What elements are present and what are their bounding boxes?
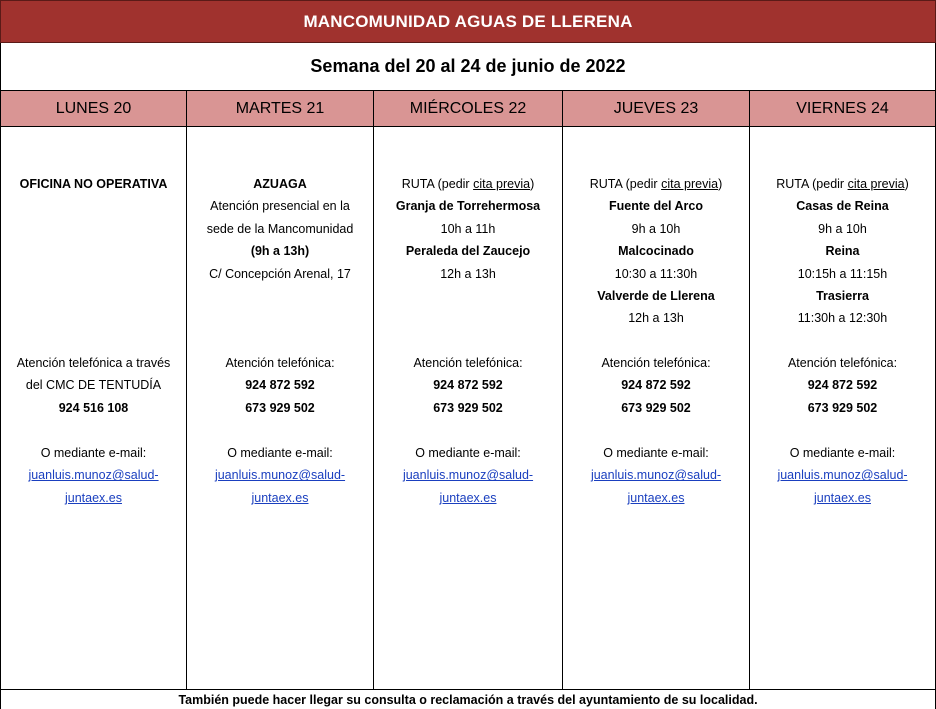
phone-info [187,352,373,419]
phone-info [750,352,935,419]
day-info [374,173,562,285]
email-link[interactable]: juanluis.munoz@salud- [28,468,159,483]
phone-label: Atención telefónica: [601,356,711,370]
route-prefix: RUTA (pedir [776,177,848,191]
day-column-martes [186,127,373,689]
mail-info [750,442,935,509]
location-name: Reina [825,244,860,259]
email-link-cont[interactable]: juntaex.es [251,490,309,505]
appointment-link[interactable]: cita previa [847,177,905,191]
mail-label: O mediante e-mail: [227,446,333,460]
route-line [563,173,749,195]
route-prefix: RUTA (pedir [401,177,474,191]
email-link-cont[interactable]: juntaex.es [439,490,497,505]
hours: 10:30 a 11:30h [614,266,698,281]
email-link[interactable]: juanluis.munoz@salud- [214,468,346,483]
location-name: Valverde de Llerena [597,289,715,304]
schedule-body [0,127,936,689]
address: C/ Concepción Arenal, 17 [209,266,351,281]
location-name: AZUAGA [253,177,307,191]
email-link-cont[interactable]: juntaex.es [814,490,871,505]
mail-info [374,442,562,509]
location-name: Trasierra [816,289,869,304]
location-name: Malcocinado [618,244,694,259]
info-line: Atención presencial en la [210,199,350,214]
phone-label-cont: del CMC DE TENTUDÍA [25,378,162,393]
day-column-lunes [0,127,186,689]
days-header [0,90,936,127]
office-status: OFICINA NO OPERATIVA [19,177,168,191]
appointment-link[interactable]: cita previa [661,177,719,191]
info-line: sede de la Mancomunidad [206,221,354,236]
email-link[interactable]: juanluis.munoz@salud- [590,468,722,483]
phone-label: Atención telefónica: [413,356,523,370]
phone-number: 673 929 502 [433,400,503,415]
phone-info [374,352,562,419]
mail-info [187,442,373,509]
mail-label: O mediante e-mail: [415,446,521,460]
mail-label: O mediante e-mail: [789,446,896,460]
phone-label: Atención telefónica: [225,356,335,370]
day-info [1,173,186,195]
phone-info [563,352,749,419]
route-suffix: ) [718,177,723,191]
location-name: Casas de Reina [796,199,889,214]
route-line [750,173,935,195]
hours: 10:15h a 11:15h [797,266,888,281]
phone-label: Atención telefónica a través [16,356,171,370]
hours: 11:30h a 12:30h [797,311,888,326]
phone-number: 924 872 592 [433,378,503,393]
phone-number: 924 516 108 [58,400,129,415]
appointment-link[interactable]: cita previa [473,177,531,191]
mail-info [563,442,749,509]
phone-label: Atención telefónica: [787,356,898,370]
email-link[interactable]: juanluis.munoz@salud- [402,468,534,483]
week-subtitle: Semana del 20 al 24 de junio de 2022 [0,43,936,90]
email-link-cont[interactable]: juntaex.es [627,490,685,505]
phone-number: 673 929 502 [245,400,315,415]
location-name: Fuente del Arco [609,199,703,214]
mail-info [1,442,186,509]
day-column-miercoles [373,127,562,689]
phone-number: 924 872 592 [621,378,691,393]
day-header-jueves: JUEVES 23 [562,91,749,126]
day-info [187,173,373,285]
footer-note: También puede hacer llegar su consulta o reclamación a través del ayuntamiento de su localidad. [0,689,936,709]
day-info [750,173,935,330]
hours: 9h a 10h [631,221,681,236]
mail-label: O mediante e-mail: [40,446,147,460]
day-info [563,173,749,330]
route-suffix: ) [530,177,535,191]
hours: (9h a 13h) [250,244,310,259]
day-header-martes: MARTES 21 [186,91,373,126]
hours: 10h a 11h [440,221,496,236]
hours: 9h a 10h [818,221,867,236]
route-line [374,173,562,195]
hours: 12h a 13h [628,311,684,326]
day-column-jueves [562,127,749,689]
phone-number: 673 929 502 [621,400,691,415]
page-title: MANCOMUNIDAD AGUAS DE LLERENA [0,0,936,43]
phone-number: 673 929 502 [807,400,878,415]
route-prefix: RUTA (pedir [589,177,662,191]
email-link[interactable]: juanluis.munoz@salud- [777,468,908,483]
hours: 12h a 13h [440,266,496,281]
location-name: Peraleda del Zaucejo [405,244,531,259]
day-header-lunes: LUNES 20 [0,91,186,126]
day-header-viernes: VIERNES 24 [749,91,936,126]
email-link-cont[interactable]: juntaex.es [65,490,122,505]
location-name: Granja de Torrehermosa [395,199,541,214]
route-suffix: ) [904,177,909,191]
phone-number: 924 872 592 [245,378,315,393]
mail-label: O mediante e-mail: [603,446,709,460]
phone-info [1,352,186,419]
day-column-viernes [749,127,936,689]
phone-number: 924 872 592 [807,378,878,393]
day-header-miercoles: MIÉRCOLES 22 [373,91,562,126]
